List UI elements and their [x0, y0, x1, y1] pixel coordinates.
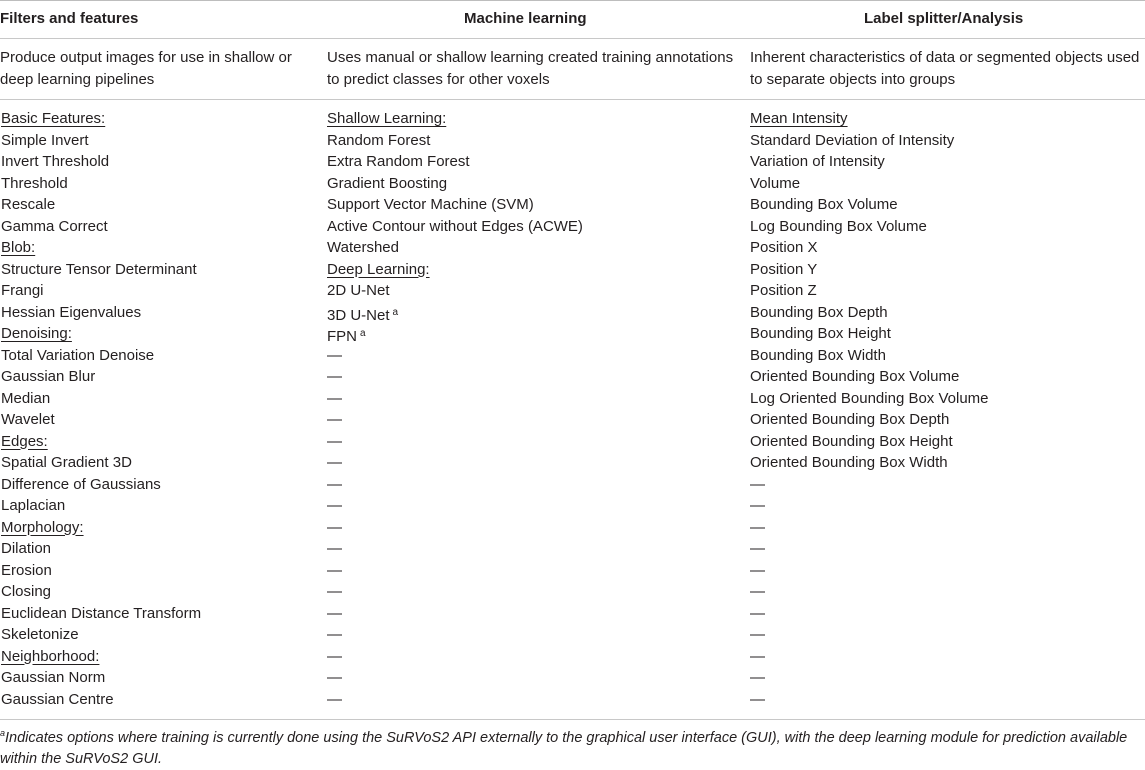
item-label: —: [327, 561, 342, 579]
item-label: —: [327, 432, 342, 450]
list-item: [327, 345, 583, 367]
item-label: —: [750, 518, 765, 536]
list-item: [750, 259, 989, 281]
list-item: [1, 280, 201, 302]
column-filters: [1, 108, 201, 710]
list-item: [1, 409, 201, 431]
header-label-splitter: Label splitter/Analysis: [864, 10, 1024, 27]
footnote-text: Indicates options where training is currently done using the SuRVoS2 API externally to the graphical user interface (GUI), with the deep learning module for prediction available within the SuRVoS2 GUI.: [0, 730, 1128, 767]
item-label: Bounding Box Width: [750, 346, 886, 364]
item-label: —: [327, 690, 342, 708]
description-label-splitter: Inherent characteristics of data or segmented objects used to separate objects into groups: [750, 49, 1140, 88]
list-item: [327, 495, 583, 517]
list-item: [1, 216, 201, 238]
item-label: —: [327, 346, 342, 364]
list-item: [1, 173, 201, 195]
description-rule: [0, 99, 1145, 100]
list-item: [1, 259, 201, 281]
list-item: [1, 388, 201, 410]
list-item: [1, 538, 201, 560]
item-label: Standard Deviation of Intensity: [750, 131, 955, 149]
list-item: [750, 538, 989, 560]
item-label: Invert Threshold: [1, 153, 110, 170]
item-label: Deep Learning:: [327, 260, 430, 278]
header-filters: Filters and features: [0, 10, 139, 27]
item-label: Shallow Learning:: [327, 110, 447, 127]
item-label: —: [750, 561, 765, 579]
item-label: Euclidean Distance Transform: [1, 604, 202, 622]
section-heading: [1, 646, 201, 668]
item-label: —: [750, 626, 765, 643]
item-label: Edges:: [1, 432, 48, 450]
item-label: Gaussian Centre: [1, 690, 114, 708]
list-item: [1, 345, 201, 367]
list-item: [1, 689, 201, 711]
item-label: Difference of Gaussians: [1, 475, 161, 493]
item-label: Hessian Eigenvalues: [1, 303, 142, 321]
list-item: [750, 388, 989, 410]
item-label: —: [750, 604, 765, 622]
item-label: Denoising:: [1, 325, 72, 342]
item-label: Wavelet: [1, 411, 55, 428]
item-label: Log Oriented Bounding Box Volume: [750, 389, 989, 407]
description-machine-learning: Uses manual or shallow learning created training annotations to predict classes for other voxels: [327, 49, 734, 88]
section-heading: [1, 323, 201, 345]
table-footnote: [0, 723, 1145, 770]
item-label: 2D U-Net: [327, 282, 390, 299]
list-item: [750, 474, 989, 496]
item-label: Erosion: [1, 561, 52, 579]
footnote-marker: a: [392, 306, 399, 318]
item-label: —: [327, 518, 342, 536]
footnote-marker: a: [360, 328, 366, 339]
list-item: [327, 452, 583, 474]
item-label: —: [327, 368, 342, 385]
list-item: [327, 517, 583, 539]
list-item: [327, 431, 583, 453]
item-label: Spatial Gradient 3D: [1, 454, 132, 471]
item-label: Frangi: [1, 282, 44, 299]
list-item: [327, 216, 583, 238]
section-heading: [1, 108, 201, 130]
list-item: [1, 667, 201, 689]
footnote-mark: a: [0, 728, 6, 738]
list-item: [327, 667, 583, 689]
item-label: Simple Invert: [1, 131, 89, 149]
item-label: —: [327, 604, 342, 622]
list-item: [750, 646, 989, 668]
list-item: [750, 689, 989, 711]
item-label: Oriented Bounding Box Height: [750, 432, 953, 450]
list-item: [1, 624, 201, 646]
list-item: [750, 345, 989, 367]
item-label: Blob:: [1, 239, 36, 256]
list-item: [750, 560, 989, 582]
list-item: [750, 130, 989, 152]
list-item: [1, 603, 201, 625]
item-label: —: [327, 626, 342, 643]
item-label: —: [327, 454, 342, 471]
list-item: [327, 366, 583, 388]
list-item: [1, 452, 201, 474]
item-label: —: [327, 411, 342, 428]
item-label: —: [327, 540, 342, 557]
item-label: Extra Random Forest: [327, 153, 470, 170]
list-item: [327, 237, 583, 259]
item-label: Bounding Box Height: [750, 325, 891, 342]
item-label: Variation of Intensity: [750, 153, 885, 170]
table-top-rule: [0, 0, 1145, 1]
item-label: Threshold: [1, 174, 68, 192]
item-label: Neighborhood:: [1, 647, 100, 665]
item-label: Total Variation Denoise: [1, 346, 155, 364]
item-label: Bounding Box Depth: [750, 303, 888, 321]
section-heading: [327, 259, 583, 281]
item-label: Mean Intensity: [750, 110, 848, 127]
section-heading: [1, 237, 201, 259]
item-label: Position X: [750, 239, 818, 256]
list-item: [750, 151, 989, 173]
list-item: [750, 280, 989, 302]
header-rule: [0, 38, 1145, 39]
item-label: Oriented Bounding Box Width: [750, 454, 948, 471]
list-item: [1, 581, 201, 603]
item-label: Closing: [1, 583, 52, 600]
column-machine-learning: [327, 108, 583, 710]
section-heading: [1, 517, 201, 539]
list-item: [1, 151, 201, 173]
item-label: FPN: [327, 328, 357, 345]
list-item: [327, 130, 583, 152]
list-item: [327, 538, 583, 560]
list-item: [750, 237, 989, 259]
list-item: [327, 603, 583, 625]
item-label: Position Z: [750, 282, 817, 299]
list-item: [327, 173, 583, 195]
item-label: —: [327, 669, 342, 686]
list-item: [1, 302, 201, 324]
item-label: Log Bounding Box Volume: [750, 217, 927, 235]
item-label: Rescale: [1, 196, 56, 213]
item-label: —: [750, 669, 765, 686]
footer-rule: [0, 719, 1145, 720]
section-heading: [327, 108, 583, 130]
header-machine-learning: Machine learning: [464, 10, 587, 27]
section-heading: [750, 108, 989, 130]
item-label: Random Forest: [327, 131, 431, 149]
item-label: —: [327, 475, 342, 493]
item-label: —: [750, 690, 765, 708]
description-filters: Produce output images for use in shallow or deep learning pipelines: [0, 49, 292, 88]
list-item: [327, 323, 583, 345]
list-item: [327, 151, 583, 173]
list-item: [1, 474, 201, 496]
item-label: Morphology:: [1, 518, 84, 536]
list-item: [1, 130, 201, 152]
list-item: [327, 689, 583, 711]
item-label: —: [327, 497, 342, 514]
item-label: 3D U-Net: [327, 306, 390, 324]
list-item: [750, 173, 989, 195]
list-item: [327, 624, 583, 646]
list-item: [750, 603, 989, 625]
list-item: [750, 409, 989, 431]
item-label: Gaussian Norm: [1, 669, 106, 686]
list-item: [327, 302, 583, 324]
item-label: Dilation: [1, 540, 52, 557]
item-label: Bounding Box Volume: [750, 196, 898, 213]
item-label: —: [327, 583, 342, 600]
list-item: [1, 194, 201, 216]
list-item: [750, 667, 989, 689]
list-item: [327, 280, 583, 302]
item-label: Position Y: [750, 260, 818, 278]
item-label: Skeletonize: [1, 626, 79, 643]
list-item: [1, 366, 201, 388]
item-label: Laplacian: [1, 497, 66, 514]
item-label: —: [750, 647, 765, 665]
list-item: [750, 452, 989, 474]
list-item: [327, 409, 583, 431]
list-item: [1, 495, 201, 517]
list-item: [750, 495, 989, 517]
column-label-splitter: [750, 108, 989, 710]
item-label: —: [327, 647, 342, 665]
item-label: Oriented Bounding Box Depth: [750, 411, 950, 428]
list-item: [750, 517, 989, 539]
list-item: [750, 624, 989, 646]
list-item: [750, 216, 989, 238]
item-label: —: [750, 583, 765, 600]
list-item: [750, 581, 989, 603]
item-label: Median: [1, 389, 51, 407]
item-label: Basic Features:: [1, 110, 106, 127]
list-item: [750, 431, 989, 453]
section-heading: [1, 431, 201, 453]
item-label: —: [750, 475, 765, 493]
list-item: [1, 560, 201, 582]
item-label: Volume: [750, 174, 801, 192]
item-label: —: [327, 389, 342, 407]
item-label: Support Vector Machine (SVM): [327, 196, 534, 213]
item-label: Gaussian Blur: [1, 368, 96, 385]
item-label: Active Contour without Edges (ACWE): [327, 217, 583, 235]
list-item: [750, 366, 989, 388]
list-item: [327, 581, 583, 603]
item-label: —: [750, 497, 765, 514]
list-item: [750, 194, 989, 216]
list-item: [327, 194, 583, 216]
item-label: Watershed: [327, 239, 399, 256]
list-item: [327, 646, 583, 668]
item-label: Structure Tensor Determinant: [1, 260, 197, 278]
list-item: [327, 388, 583, 410]
list-item: [327, 560, 583, 582]
item-label: Oriented Bounding Box Volume: [750, 368, 960, 385]
item-label: —: [750, 540, 765, 557]
item-label: Gradient Boosting: [327, 174, 448, 192]
item-label: Gamma Correct: [1, 217, 108, 235]
list-item: [750, 302, 989, 324]
list-item: [750, 323, 989, 345]
list-item: [327, 474, 583, 496]
